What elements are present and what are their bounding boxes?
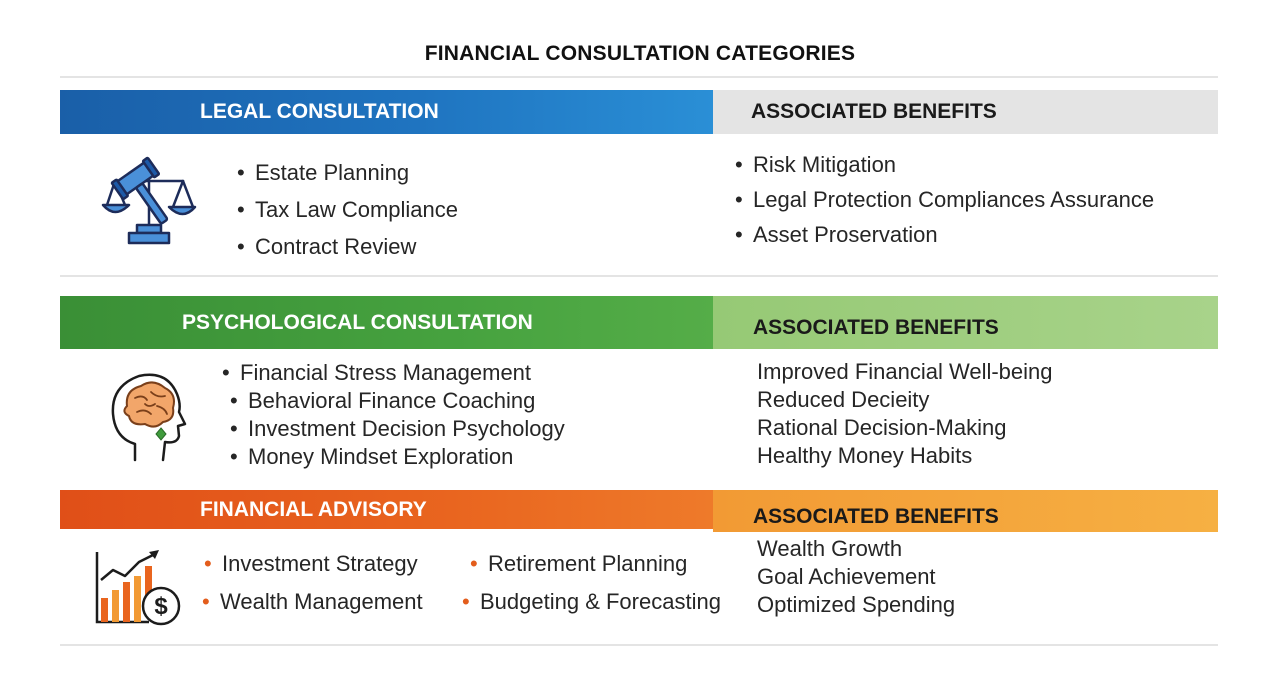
advisory-benefits-list (757, 535, 955, 619)
legal-items-list (237, 154, 458, 265)
legal-benefits-list (735, 147, 1154, 252)
bullet: • (735, 187, 743, 212)
bullet: • (462, 589, 470, 614)
bullet: • (735, 222, 743, 247)
growth-chart-dollar-icon (93, 550, 185, 632)
list-item: Healthy Money Habits (757, 443, 973, 468)
list-item: Reduced Decieity (757, 387, 930, 412)
list-item: • Behavioral Finance Coaching (230, 388, 536, 413)
advisory-header (60, 490, 713, 529)
list-item: • Tax Law Compliance (237, 191, 458, 228)
psychological-items-list (222, 359, 565, 471)
list-item: • Wealth Management (202, 583, 423, 621)
bullet: • (202, 589, 210, 614)
legal-benefits-header-label: ASSOCIATED BENEFITS (751, 100, 997, 123)
list-item: • Money Mindset Exploration (230, 444, 514, 469)
list-item: • Investment Strategy (204, 545, 423, 583)
list-item: Improved Financial Well-being (757, 359, 1053, 384)
page-title: FINANCIAL CONSULTATION CATEGORIES (424, 42, 856, 65)
brain-head-icon (105, 368, 187, 464)
list-item: • Financial Stress Management (222, 360, 532, 385)
list-item: • Estate Planning (237, 154, 458, 191)
psychological-benefits-header-label: ASSOCIATED BENEFITS (753, 315, 999, 339)
list-item: • Contract Review (237, 228, 458, 265)
psychological-benefits-header (713, 296, 1218, 349)
bullet: • (470, 551, 478, 576)
bullet: • (230, 388, 238, 413)
psychological-header-label: PSYCHOLOGICAL CONSULTATION (182, 310, 533, 334)
divider (60, 76, 1218, 78)
list-item: • Budgeting & Forecasting (462, 583, 721, 621)
svg-text:$: $ (154, 593, 168, 620)
bullet: • (237, 160, 245, 185)
bullet: • (230, 444, 238, 469)
list-item: • Investment Decision Psychology (230, 416, 565, 441)
bullet: • (237, 234, 245, 259)
list-item: Rational Decision-Making (757, 415, 1007, 440)
divider (60, 644, 1218, 646)
divider (60, 275, 1218, 277)
advisory-benefits-header (713, 490, 1218, 532)
bullet: • (237, 197, 245, 222)
legal-header-label: LEGAL CONSULTATION (200, 100, 439, 123)
list-item: • Retirement Planning (470, 545, 721, 583)
list-item: Optimized Spending (757, 592, 956, 617)
advisory-benefits-header-label: ASSOCIATED BENEFITS (753, 505, 999, 528)
legal-header (60, 90, 713, 134)
bullet: • (204, 551, 212, 576)
list-item: • Risk Mitigation (735, 147, 1154, 182)
bullet: • (230, 416, 238, 441)
advisory-items-list-left (202, 545, 423, 621)
gavel-scales-icon (85, 155, 197, 251)
advisory-header-label: FINANCIAL ADVISORY (200, 497, 427, 521)
list-item: Wealth Growth (757, 536, 903, 561)
list-item: • Asset Proservation (735, 217, 1154, 252)
list-item: Goal Achievement (757, 564, 936, 589)
psychological-header (60, 296, 713, 349)
psychological-benefits-list (757, 358, 1053, 470)
list-item: • Legal Protection Compliances Assurance (735, 182, 1154, 217)
advisory-items-list-right (462, 545, 721, 621)
legal-benefits-header (713, 90, 1218, 134)
bullet: • (735, 152, 743, 177)
bullet: • (222, 360, 230, 385)
